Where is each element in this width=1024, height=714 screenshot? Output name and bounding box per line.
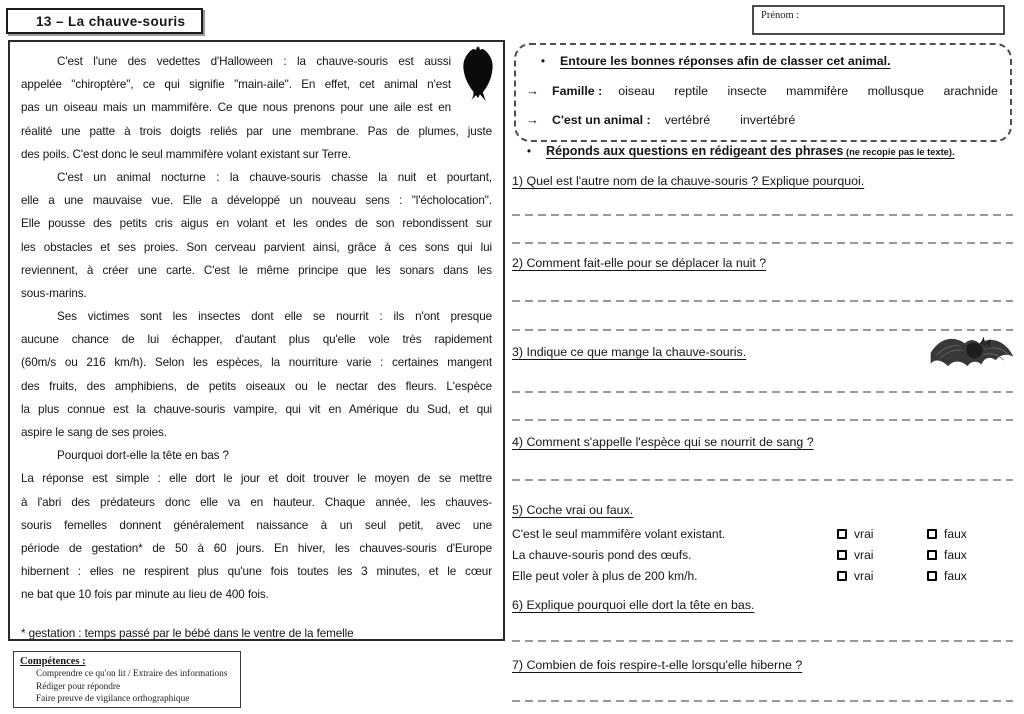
prenom-input-area[interactable] <box>752 5 1005 35</box>
bullet-icon: • <box>526 144 532 158</box>
truefalse-statement: La chauve-souris pond des œufs. <box>512 547 692 562</box>
reading-line: elle a une mauvaise vue. Elle a développé un nouveau sens : "l'écholocation". <box>21 194 492 208</box>
vrai-checkbox[interactable] <box>837 571 847 581</box>
famille-option[interactable]: arachnide <box>943 84 998 98</box>
reading-line: la plus connue est la chauve-souris vampire, qui vit en Amérique du Sud, et qui <box>21 402 492 416</box>
answer-line[interactable] <box>512 300 1013 302</box>
competences-title: Compétences : <box>20 656 86 667</box>
reading-line: les obstacles et ses proies. Son cerveau parvient ainsi, grâce à ces sons qui lui <box>21 240 492 254</box>
vrai-option <box>837 548 927 562</box>
animal-option[interactable]: vertébré <box>664 113 711 127</box>
competence-item: Rédiger pour répondre <box>36 681 121 692</box>
questions-instruction-row <box>512 144 1013 164</box>
reading-line: période de gestation* de 50 à 60 jours. En hiver, les chauves-souris d'Europe <box>21 541 492 555</box>
answer-line[interactable] <box>512 640 1013 642</box>
animal-label: C'est un animal : <box>552 113 651 127</box>
question-2-label: 2) Comment fait-elle pour se déplacer la nuit ? <box>512 256 767 270</box>
truefalse-statement: Elle peut voler à plus de 200 km/h. <box>512 568 698 583</box>
faux-option <box>927 569 1013 583</box>
famille-option[interactable]: mollusque <box>867 84 925 98</box>
reading-line: (60m/s ou 216 km/h). Selon les espèces, la nourriture varie : certaines mangent <box>21 356 492 370</box>
truefalse-row <box>512 544 1013 565</box>
questions-instruction-note: (ne recopie pas le texte). <box>843 147 955 157</box>
page-title: 13 – La chauve-souris <box>36 13 186 29</box>
reading-line: réalité une patte à trois doigts reliés par une membrane. Pas de plumes, juste <box>21 124 492 138</box>
flying-bat-icon <box>928 332 1016 390</box>
vrai-checkbox[interactable] <box>837 550 847 560</box>
famille-option[interactable]: oiseau <box>618 84 655 98</box>
truefalse-statement: C'est le seul mammifère volant existant. <box>512 526 726 541</box>
questions-panel <box>512 144 1013 702</box>
famille-option[interactable]: mammifère <box>786 84 849 98</box>
reading-line: à l'abri des prédateurs donc elle va en hauteur. Chaque année, les chauves- <box>21 495 492 509</box>
vrai-option <box>837 527 927 541</box>
hanging-bat-icon <box>461 46 495 102</box>
faux-option <box>927 548 1013 562</box>
vrai-label: vrai <box>854 526 874 541</box>
worksheet-title-box <box>6 8 203 34</box>
answer-line[interactable] <box>512 391 1013 393</box>
vrai-checkbox[interactable] <box>837 529 847 539</box>
reading-line: aspire le sang de ses proies. <box>21 426 167 439</box>
reading-line: souris femelles donnent généralement naissance à un seul petit, avec une <box>21 518 492 532</box>
truefalse-block <box>512 523 1013 586</box>
question-6-label: 6) Explique pourquoi elle dort la tête en bas. <box>512 598 755 612</box>
question-4-label: 4) Comment s'appelle l'espèce qui se nourrit de sang ? <box>512 435 814 449</box>
faux-option <box>927 527 1013 541</box>
reading-line: C'est un animal nocturne : la chauve-souris chasse la nuit et pourtant, <box>57 170 492 184</box>
reading-line: appelée "chiroptère", ce qui signifie "main-aile". En effet, cet animal n'est <box>21 78 451 92</box>
reading-line: pas un oiseau mais un mammifère. Ce que nous prenons pour une aile est en <box>21 101 451 115</box>
reading-line: Elle pousse des petits cris aigus en volant et les ondes de son rebondissent sur <box>21 217 492 231</box>
faux-label: faux <box>944 547 967 562</box>
classify-exercise-box <box>514 43 1012 142</box>
answer-line[interactable] <box>512 242 1013 244</box>
questions-instruction <box>546 144 955 158</box>
reading-line: * gestation : temps passé par le bébé dans le ventre de la femelle <box>21 626 354 640</box>
reading-lines <box>21 50 492 645</box>
reading-line: reviennent, à créer une carte. C'est le même principe que les sonars dans les <box>21 263 492 277</box>
truefalse-row <box>512 565 1013 586</box>
competence-item: Comprendre ce qu'on lit / Extraire des informations <box>36 669 228 679</box>
reading-line: La réponse est simple : elle dort le jour et doit trouver le moyen de se mettre <box>21 472 492 486</box>
question-3-label: 3) Indique ce que mange la chauve-souris. <box>512 345 747 359</box>
classify-instruction: Entoure les bonnes réponses afin de classer cet animal. <box>560 54 891 68</box>
answer-line[interactable] <box>512 214 1013 216</box>
answer-line[interactable] <box>512 479 1013 481</box>
question-1-label: 1) Quel est l'autre nom de la chauve-souris ? Explique pourquoi. <box>512 174 865 188</box>
reading-text-box <box>8 40 505 641</box>
question-7-label: 7) Combien de fois respire-t-elle lorsqu'elle hiberne ? <box>512 658 803 672</box>
reading-line: aucune chance de lui échapper, d'autant plus qu'elle vole très rapidement <box>21 333 492 347</box>
famille-row <box>526 83 1000 98</box>
reading-line: C'est l'une des vedettes d'Halloween : la chauve-souris est aussi <box>57 55 451 68</box>
famille-option[interactable]: reptile <box>674 84 708 98</box>
reading-line: des fruits, des amphibiens, de petits oiseaux ou le nectar des fleurs. L'espèce <box>21 379 492 393</box>
competences-list <box>20 668 234 706</box>
prenom-label: Prénom : <box>761 10 800 21</box>
faux-label: faux <box>944 568 967 583</box>
faux-checkbox[interactable] <box>927 529 937 539</box>
faux-label: faux <box>944 526 967 541</box>
reading-line: Ses victimes sont les insectes dont elle se nourrit : ils n'ont presque <box>57 310 492 324</box>
faux-checkbox[interactable] <box>927 550 937 560</box>
truefalse-row <box>512 523 1013 544</box>
bullet-icon: • <box>540 54 546 68</box>
reading-line: sous-marins. <box>21 286 87 300</box>
vrai-label: vrai <box>854 568 874 583</box>
animal-options <box>665 113 796 127</box>
reading-line: hibernent : elles ne respirent plus qu'une fois toutes les 3 minutes, et le cœur <box>21 565 492 579</box>
reading-line: Pourquoi dort-elle la tête en bas ? <box>57 449 229 463</box>
competences-box <box>13 651 241 708</box>
famille-option[interactable]: insecte <box>727 84 767 98</box>
animal-row <box>526 112 1000 127</box>
vrai-label: vrai <box>854 547 874 562</box>
faux-checkbox[interactable] <box>927 571 937 581</box>
reading-line: des poils. C'est donc le seul mammifère volant existant sur Terre. <box>21 147 351 161</box>
vrai-option <box>837 569 927 583</box>
reading-line: ne bat que 10 fois par minute au lieu de 400 fois. <box>21 588 269 602</box>
arrow-icon: → <box>526 112 539 127</box>
animal-option[interactable]: invertébré <box>740 113 796 127</box>
answer-line[interactable] <box>512 700 1013 702</box>
famille-options <box>618 84 998 98</box>
question-5-label: 5) Coche vrai ou faux. <box>512 503 634 517</box>
answer-line[interactable] <box>512 329 1013 331</box>
famille-label: Famille : <box>552 84 603 98</box>
arrow-icon: → <box>526 83 539 98</box>
questions-instruction-main: Réponds aux questions en rédigeant des phrases <box>546 144 844 158</box>
competence-item: Faire preuve de vigilance orthographique <box>36 694 190 704</box>
classify-instruction-row <box>526 54 1000 68</box>
answer-line[interactable] <box>512 419 1013 421</box>
